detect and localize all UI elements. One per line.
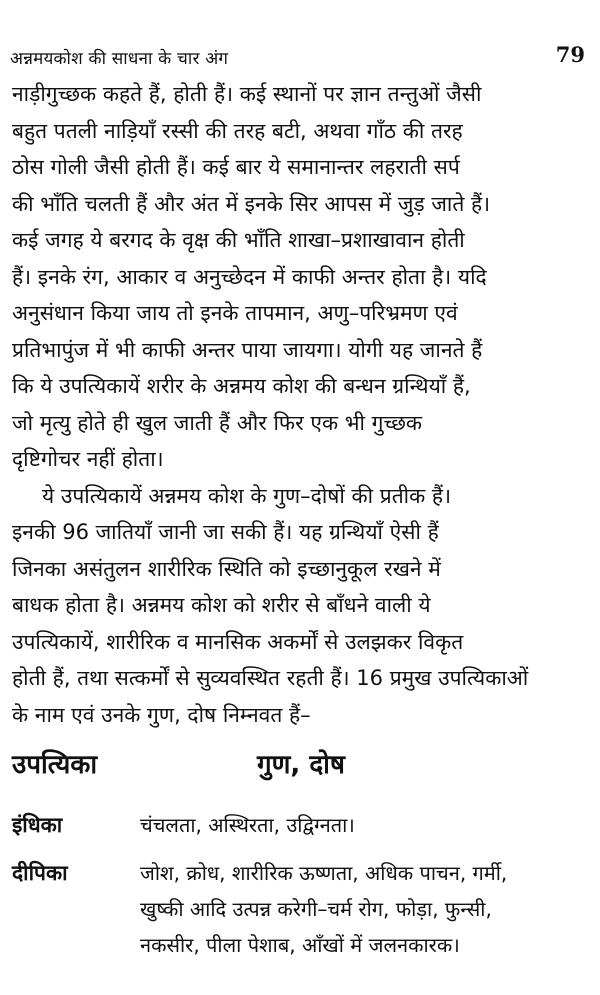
- entry-definition: [140, 807, 582, 843]
- column-heading-gun-dosh: गुण, दोष: [257, 750, 345, 780]
- definition-line: नकसीर, पीला पेशाब, आँखों में जलनकारक।: [140, 933, 460, 957]
- text-line: होती हैं, तथा सत्कर्मों से सुव्यवस्थित रहती हैं। 16 प्रमुख उपत्यिकाओं: [12, 666, 529, 690]
- page-number: 79: [555, 42, 585, 67]
- text-line: दृष्टिगोचर नहीं होता।: [12, 447, 164, 471]
- text-line: की भाँति चलती हैं और अंत में इनके सिर आपस में जुड़ जाते हैं।: [12, 191, 491, 216]
- text-line: बहुत पतली नाड़ियाँ रस्सी की तरह बटी, अथवा गाँठ की तरह: [12, 118, 463, 143]
- text-line: अनुसंधान किया जाय तो इनके तापमान, अणु–परिभ्रमण एवं: [12, 301, 458, 325]
- entry-definition: [140, 855, 582, 963]
- table-header: [12, 745, 582, 795]
- text-line: उपत्यिकायें, शारीरिक व मानसिक अकर्मों से उलझकर विकृत: [12, 629, 464, 654]
- body-text: [12, 76, 572, 733]
- entry-term: इंधिका: [12, 813, 63, 837]
- text-line: नाड़ीगुच्छक कहते हैं, होती हैं। कई स्थानों पर ज्ञान तन्तुओं जैसी: [12, 82, 482, 106]
- paragraph-1: [12, 76, 572, 478]
- text-line: जिनका असंतुलन शारीरिक स्थिति को इच्छानुकूल रखने में: [12, 556, 441, 581]
- text-line: के नाम एवं उनके गुण, दोष निम्नवत हैं–: [12, 702, 311, 727]
- text-line: जो मृत्यु होते ही खुल जाती हैं और फिर एक भी गुच्छक: [12, 410, 423, 435]
- definition-line: जोश, क्रोध, शारीरिक ऊष्णता, अधिक पाचन, गर्मी,: [140, 861, 508, 885]
- text-line: इनकी 96 जातियाँ जानी जा सकी हैं। यह ग्रन्थियाँ ऐसी हैं: [12, 520, 439, 544]
- column-heading-upatyika: उपत्यिका: [12, 750, 98, 780]
- table-row: [12, 807, 582, 843]
- text-line: ठोस गोली जैसी होती हैं। कई बार ये समानान्तर लहराती सर्प: [12, 155, 460, 179]
- paragraph-2: [12, 478, 572, 734]
- definition-line: खुष्की आदि उत्पन्न करेगी–चर्म रोग, फोड़ा, फुन्सी,: [140, 897, 492, 921]
- text-line: ये उपत्यिकायें अन्नमय कोश के गुण–दोषों की प्रतीक हैं।: [42, 483, 452, 508]
- text-line: हैं। इनके रंग, आकार व अनुच्छेदन में काफी अन्तर होता है। यदि: [12, 264, 487, 289]
- text-line: कई जगह ये बरगद के वृक्ष की भाँति शाखा–प्रशाखावान होती: [12, 228, 465, 252]
- entry-term: दीपिका: [12, 861, 68, 885]
- text-line: कि ये उपत्यिकायें शरीर के अन्नमय कोश की बन्धन ग्रन्थियाँ हैं,: [12, 374, 471, 398]
- virtues-faults-table: [12, 745, 582, 963]
- text-line: प्रतिभापुंज में भी काफी अन्तर पाया जायगा। योगी यह जानते हैं: [12, 337, 483, 362]
- running-title: अन्नमयकोश की साधना के चार अंग: [10, 49, 229, 69]
- definition-line: चंचलता, अस्थिरता, उद्विग्नता।: [140, 813, 355, 837]
- table-row: [12, 855, 582, 963]
- text-line: बाधक होता है। अन्नमय कोश को शरीर से बाँधने वाली ये: [12, 593, 431, 617]
- page-header: [10, 42, 585, 72]
